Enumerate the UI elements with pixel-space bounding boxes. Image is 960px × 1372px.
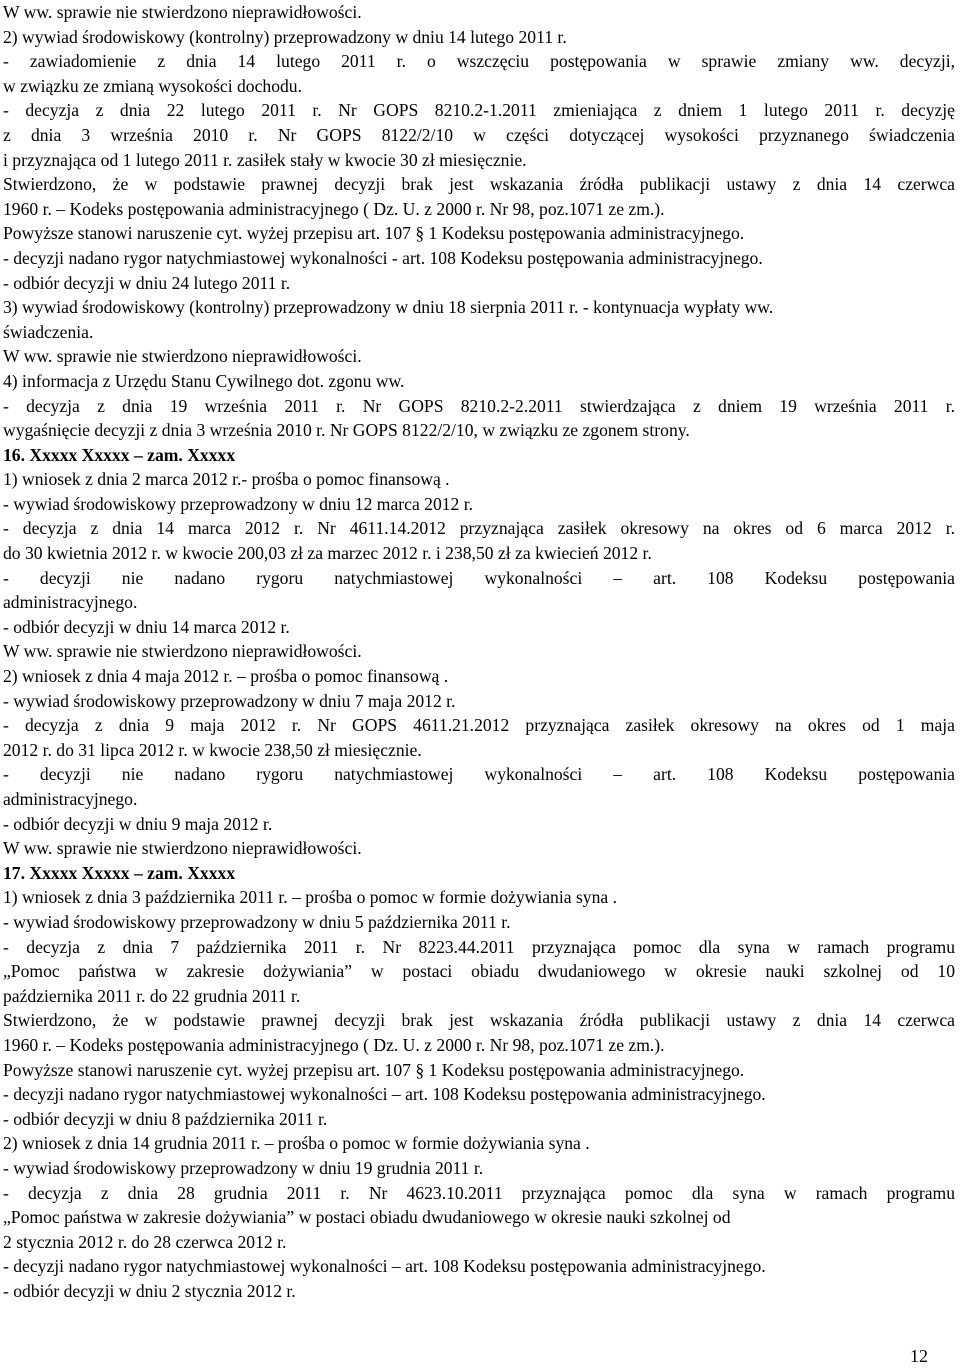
text-line: administracyjnego.: [3, 789, 138, 809]
text-line: świadczenia.: [3, 321, 94, 342]
text-line: - wywiad środowiskowy przeprowadzony w dniu 19 grudnia 2011 r.: [3, 1157, 484, 1178]
text-line: - decyzja z dnia 7 października 2011 r. Nr 8223.44.2011 przyznająca pomoc dla syna w ramach programu: [3, 936, 955, 957]
text-line: 2) wywiad środowiskowy (kontrolny) przeprowadzony w dniu 14 lutego 2011 r.: [3, 26, 567, 47]
text-line: - wywiad środowiskowy przeprowadzony w dniu 7 maja 2012 r.: [3, 690, 456, 711]
text-line: Powyższe stanowi naruszenie cyt. wyżej przepisu art. 107 § 1 Kodeksu postępowania administracyjnego.: [3, 223, 745, 244]
text-line: Powyższe stanowi naruszenie cyt. wyżej przepisu art. 107 § 1 Kodeksu postępowania administracyjnego.: [3, 1059, 745, 1080]
text-line: w związku ze zmianą wysokości dochodu.: [3, 75, 302, 96]
text-line: - decyzji nie nadano rygoru natychmiastowej wykonalności – art. 108 Kodeksu postępowania: [3, 764, 955, 785]
text-line: - wywiad środowiskowy przeprowadzony w dniu 12 marca 2012 r.: [3, 493, 474, 514]
text-line: - decyzja z dnia 9 maja 2012 r. Nr GOPS 4611.21.2012 przyznająca zasiłek okresowy na okres od 1 maja: [3, 715, 955, 736]
text-line: - odbiór decyzji w dniu 9 maja 2012 r.: [3, 813, 273, 834]
text-line: administracyjnego.: [3, 592, 138, 613]
text-line: 2) wniosek z dnia 4 maja 2012 r. – prośba o pomoc finansową .: [3, 666, 449, 687]
text-line: „Pomoc państwa w zakresie dożywiania” w postaci obiadu dwudaniowego w okresie nauki szkolnej od: [3, 1207, 731, 1228]
section-heading: 17. Xxxxx Xxxxx – zam. Xxxxx: [3, 862, 236, 883]
text-line: - decyzja z dnia 28 grudnia 2011 r. Nr 4623.10.2011 przyznająca pomoc dla syna w ramach programu: [3, 1182, 955, 1203]
text-line: - wywiad środowiskowy przeprowadzony w dniu 5 października 2011 r.: [3, 911, 511, 932]
section-heading: 16. Xxxxx Xxxxx – zam. Xxxxx: [3, 444, 236, 465]
text-line: 1) wniosek z dnia 2 marca 2012 r.- prośba o pomoc finansową .: [3, 469, 450, 490]
text-line: - decyzji nadano rygor natychmiastowej wykonalności – art. 108 Kodeksu postępowania administracyjnego.: [3, 1084, 766, 1105]
text-line: 4) informacja z Urzędu Stanu Cywilnego dot. zgonu ww.: [3, 370, 405, 391]
text-line: i przyznająca od 1 lutego 2011 r. zasiłek stały w kwocie 30 zł miesięcznie.: [3, 149, 527, 170]
text-line: W ww. sprawie nie stwierdzono nieprawidłowości.: [3, 346, 362, 367]
text-line: 2012 r. do 31 lipca 2012 r. w kwocie 238,50 zł miesięcznie.: [3, 739, 422, 760]
text-line: - odbiór decyzji w dniu 24 lutego 2011 r.: [3, 272, 291, 293]
text-line: października 2011 r. do 22 grudnia 2011 r.: [3, 985, 301, 1006]
text-line: - decyzja z dnia 14 marca 2012 r. Nr 4611.14.2012 przyznająca zasiłek okresowy na okres od 6 marca 2012 r.: [3, 518, 955, 539]
text-line: - zawiadomienie z dnia 14 lutego 2011 r. o wszczęciu postępowania w sprawie zmiany ww. decyzji,: [3, 51, 955, 72]
text-line: W ww. sprawie nie stwierdzono nieprawidłowości.: [3, 641, 362, 662]
text-line: W ww. sprawie nie stwierdzono nieprawidłowości.: [3, 2, 362, 22]
text-line: 2) wniosek z dnia 14 grudnia 2011 r. – prośba o pomoc w formie dożywiania syna .: [3, 1133, 590, 1154]
text-line: W ww. sprawie nie stwierdzono nieprawidłowości.: [3, 838, 362, 859]
document-page: [3, 0, 955, 1303]
text-line: - decyzji nie nadano rygoru natychmiastowej wykonalności – art. 108 Kodeksu postępowania: [3, 567, 955, 588]
document-text-block: [3, 0, 955, 1303]
text-line: 2 stycznia 2012 r. do 28 czerwca 2012 r.: [3, 1231, 287, 1252]
text-line: - decyzja z dnia 22 lutego 2011 r. Nr GOPS 8210.2-1.2011 zmieniająca z dniem 1 lutego 2011 r. decyzję: [3, 100, 955, 121]
page-number: 12: [910, 1346, 928, 1366]
text-line: do 30 kwietnia 2012 r. w kwocie 200,03 zł za marzec 2012 r. i 238,50 zł za kwiecień 2012 r.: [3, 543, 652, 564]
text-line: - decyzji nadano rygor natychmiastowej wykonalności – art. 108 Kodeksu postępowania administracyjnego.: [3, 1256, 766, 1277]
text-line: Stwierdzono, że w podstawie prawnej decyzji brak jest wskazania źródła publikacji ustawy z dnia 14 czerwca: [3, 174, 955, 195]
text-line: z dnia 3 września 2010 r. Nr GOPS 8122/2/10 w części dotyczącej wysokości przyznanego świadczenia: [3, 124, 955, 145]
text-line: „Pomoc państwa w zakresie dożywiania” w postaci obiadu dwudaniowego w okresie nauki szkolnej od 10: [3, 961, 955, 982]
text-line: - decyzji nadano rygor natychmiastowej wykonalności - art. 108 Kodeksu postępowania administracyjnego.: [3, 247, 763, 268]
text-line: Stwierdzono, że w podstawie prawnej decyzji brak jest wskazania źródła publikacji ustawy z dnia 14 czerwca: [3, 1010, 955, 1031]
text-line: 3) wywiad środowiskowy (kontrolny) przeprowadzony w dniu 18 sierpnia 2011 r. - kontynuacja wypłaty ww.: [3, 297, 774, 318]
text-line: 1960 r. – Kodeks postępowania administracyjnego ( Dz. U. z 2000 r. Nr 98, poz.1071 ze zm.).: [3, 1034, 665, 1055]
text-line: - odbiór decyzji w dniu 14 marca 2012 r.: [3, 616, 290, 637]
text-line: 1) wniosek z dnia 3 października 2011 r. – prośba o pomoc w formie dożywiania syna .: [3, 887, 617, 908]
text-line: - decyzja z dnia 19 września 2011 r. Nr GOPS 8210.2-2.2011 stwierdzająca z dniem 19 września 2011 r.: [3, 395, 955, 416]
text-line: 1960 r. – Kodeks postępowania administracyjnego ( Dz. U. z 2000 r. Nr 98, poz.1071 ze zm.).: [3, 198, 665, 219]
text-line: - odbiór decyzji w dniu 8 października 2011 r.: [3, 1108, 328, 1129]
text-line: - odbiór decyzji w dniu 2 stycznia 2012 r.: [3, 1280, 296, 1301]
text-line: wygaśnięcie decyzji z dnia 3 września 2010 r. Nr GOPS 8122/2/10, w związku ze zgonem strony.: [3, 420, 690, 441]
